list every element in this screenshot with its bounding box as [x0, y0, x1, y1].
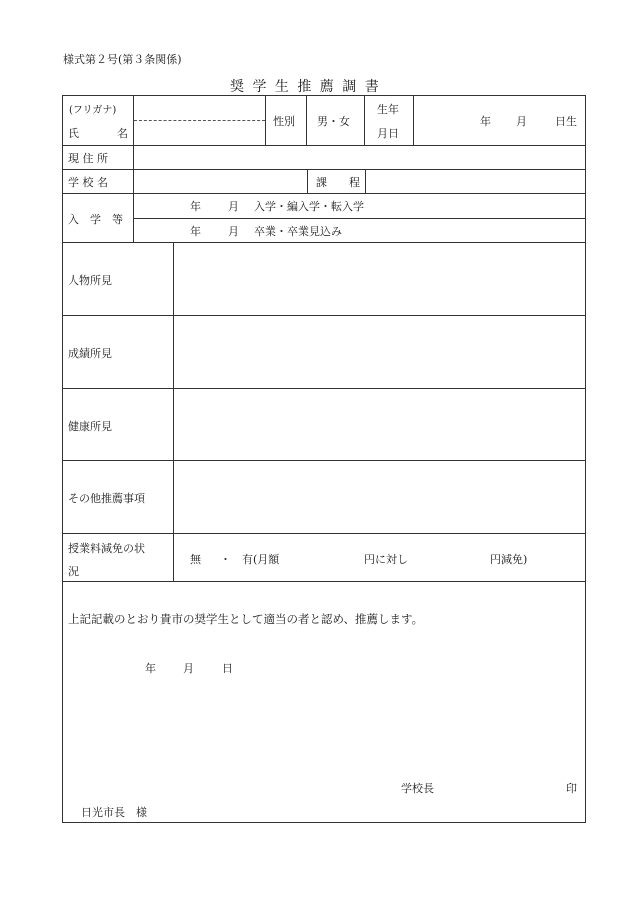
birth-label-1: 生年: [377, 103, 399, 116]
furigana-label: (フリガナ): [69, 105, 117, 116]
enrollment-label: 入 学 等: [68, 213, 123, 226]
tuition-label-1: 授業料減免の状: [68, 542, 145, 555]
birth-year-label: 年: [480, 115, 491, 128]
enroll-month-label: 月: [228, 200, 239, 213]
date-year-label: 年: [145, 662, 156, 675]
recommendation-text: 上記記載のとおり貴市の奨学生として適当の者と認め、推薦します。: [68, 612, 424, 626]
date-month-label: 月: [183, 662, 194, 675]
health-evaluation-label: 健康所見: [68, 420, 112, 433]
grad-year-label: 年: [190, 225, 201, 238]
tuition-reduced-label: 円減免): [490, 553, 528, 566]
grad-type-text: 卒業・卒業見込み: [254, 225, 342, 238]
birth-month-label: 月: [516, 115, 527, 128]
seal-mark: 印: [566, 782, 577, 795]
form-number: 様式第２号(第３条関係): [63, 53, 182, 66]
gender-label: 性別: [273, 115, 295, 128]
birth-day-label: 日生: [555, 115, 577, 128]
tuition-per-label: 円に対し: [364, 553, 408, 566]
tuition-label-2: 況: [68, 565, 79, 578]
course-label: 課 程: [316, 176, 360, 189]
name-label-2: 名: [117, 127, 128, 140]
name-label-1: 氏: [68, 127, 79, 140]
addressee-label: 日光市長 様: [81, 806, 147, 819]
date-day-label: 日: [222, 662, 233, 675]
other-recommendation-label: その他推薦事項: [68, 492, 145, 505]
enroll-type-text: 入学・編入学・転入学: [254, 200, 364, 213]
tuition-none-option: 無: [190, 553, 201, 566]
birth-label-2: 月日: [377, 127, 399, 140]
form-title: 奨 学 生 推 薦 調 書: [230, 79, 381, 95]
grad-month-label: 月: [228, 225, 239, 238]
gender-options: 男・女: [317, 115, 350, 128]
tuition-yes-option: 有(月額: [242, 553, 280, 566]
tuition-option-dot: ・: [220, 553, 231, 566]
principal-label: 学校長: [401, 782, 434, 795]
character-evaluation-label: 人物所見: [68, 274, 112, 287]
school-label: 学 校 名: [68, 176, 108, 189]
grades-evaluation-label: 成績所見: [68, 347, 112, 360]
address-label: 現 住 所: [68, 152, 108, 165]
enroll-year-label: 年: [190, 200, 201, 213]
